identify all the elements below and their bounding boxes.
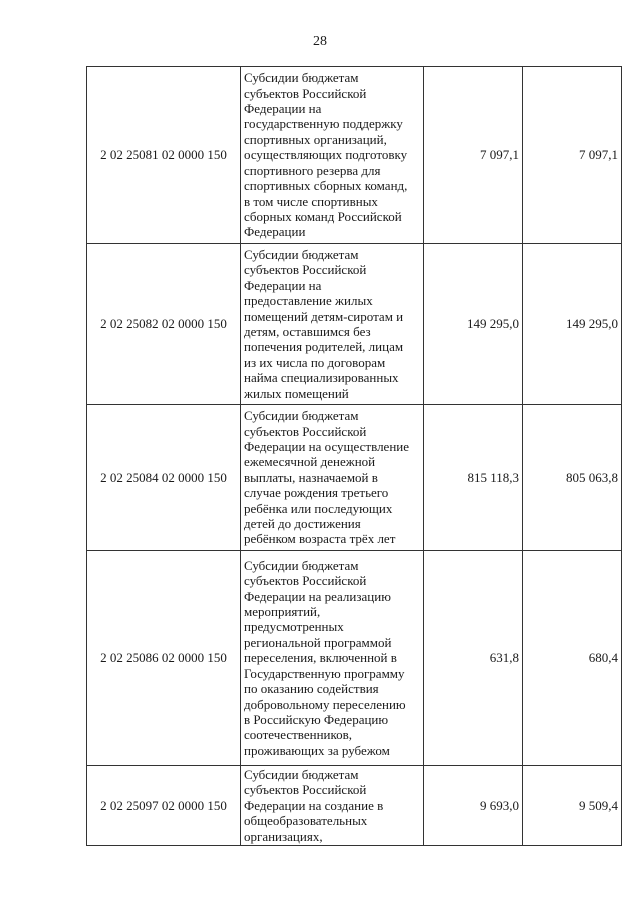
subsidy-name-line: в Российскую Федерацию	[244, 711, 389, 727]
amount-year1-cell: 7 097,1	[424, 67, 523, 244]
subsidy-name-line: детям, оставшимся без	[244, 324, 371, 339]
subsidy-name-line: Федерации на создание в	[244, 797, 384, 813]
amount-year1-cell: 149 295,0	[424, 244, 523, 405]
subsidy-name-line: субъектов Российской	[244, 573, 367, 589]
table-row	[87, 67, 622, 244]
subsidy-name-line: Федерации на	[244, 277, 322, 293]
subsidy-name-line: ежемесячной денежной	[244, 454, 376, 470]
subsidy-name-line: субъектов Российской	[244, 262, 367, 278]
subsidy-name-line: проживающих за рубежом	[244, 742, 390, 758]
subsidy-name-line: найма специализированных	[244, 370, 399, 386]
subsidy-name-line: ребёнком возраста трёх лет	[244, 531, 396, 547]
subsidy-name-line: спортивного резерва для	[244, 162, 381, 178]
subsidy-name-line: Субсидии бюджетам	[244, 408, 359, 424]
table-row	[87, 405, 622, 551]
subsidy-name-line: жилых помещений	[244, 385, 349, 401]
subsidy-name-line: предусмотренных	[244, 619, 344, 635]
subsidy-name-line: субъектов Российской	[244, 85, 367, 101]
subsidy-name-line: помещений детям-сиротам и	[244, 308, 404, 324]
subsidy-name-line: в том числе спортивных	[244, 193, 378, 209]
subsidy-name-line: попечения родителей, лицам	[244, 339, 404, 355]
subsidy-name-line: предоставление жилых	[244, 293, 373, 309]
budget-code-cell: 2 02 25086 02 0000 150	[87, 551, 241, 766]
subsidy-name-line: организациях,	[244, 828, 323, 844]
subsidy-name-line: добровольному переселению	[244, 696, 406, 712]
subsidy-name-line: Федерации на реализацию	[244, 588, 391, 604]
subsidy-name-line: детей до достижения	[244, 516, 361, 532]
amount-year1-cell: 631,8	[424, 551, 523, 766]
subsidy-name-cell	[241, 551, 424, 766]
amount-year1-cell: 9 693,0	[424, 766, 523, 846]
amount-year2-cell: 9 509,4	[523, 766, 622, 846]
budget-code-cell: 2 02 25084 02 0000 150	[87, 405, 241, 551]
subsidy-name-line: спортивных сборных команд,	[244, 178, 408, 194]
subsidy-name-line: общеобразовательных	[244, 813, 368, 829]
subsidy-name-line: случае рождения третьего	[244, 485, 389, 501]
subsidy-name-line: региональной программой	[244, 634, 392, 650]
budget-code-cell: 2 02 25081 02 0000 150	[87, 67, 241, 244]
subsidy-name-line: государственную поддержку	[244, 116, 403, 132]
subsidy-name-line: переселения, включенной в	[244, 650, 397, 666]
subsidy-name-line: субъектов Российской	[244, 782, 367, 798]
subsidy-name-line: сборных команд Российской	[244, 208, 402, 224]
amount-year2-cell: 7 097,1	[523, 67, 622, 244]
table-row	[87, 766, 622, 846]
subsidy-name-line: осуществляющих подготовку	[244, 147, 408, 163]
table-row	[87, 244, 622, 405]
subsidy-name-cell	[241, 244, 424, 405]
subsidy-name-line: ребёнка или последующих	[244, 500, 393, 516]
budget-code-cell: 2 02 25097 02 0000 150	[87, 766, 241, 846]
subsidy-name-line: соотечественников,	[244, 727, 353, 743]
amount-year2-cell: 149 295,0	[523, 244, 622, 405]
amount-year1-cell: 815 118,3	[424, 405, 523, 551]
subsidy-name-cell	[241, 67, 424, 244]
subsidy-name-line: из их числа по договорам	[244, 354, 386, 370]
subsidy-name-cell	[241, 766, 424, 846]
amount-year2-cell: 680,4	[523, 551, 622, 766]
subsidy-name-line: Субсидии бюджетам	[244, 70, 359, 86]
subsidy-name-line: Субсидии бюджетам	[244, 246, 359, 262]
amount-year2-cell: 805 063,8	[523, 405, 622, 551]
subsidy-name-line: выплаты, назначаемой в	[244, 469, 378, 485]
budget-table	[86, 66, 622, 846]
subsidy-name-line: Субсидии бюджетам	[244, 557, 359, 573]
subsidy-name-line: Федерации на осуществление	[244, 438, 410, 454]
subsidy-name-cell	[241, 405, 424, 551]
subsidy-name-line: субъектов Российской	[244, 423, 367, 439]
subsidy-name-line: спортивных организаций,	[244, 131, 387, 147]
subsidy-name-line: Федерации на	[244, 101, 322, 117]
budget-code-cell: 2 02 25082 02 0000 150	[87, 244, 241, 405]
subsidy-name-line: мероприятий,	[244, 604, 321, 620]
subsidy-name-line: Федерации	[244, 224, 306, 240]
subsidy-name-line: по оказанию содействия	[244, 681, 379, 697]
page-number: 28	[313, 34, 327, 49]
subsidy-name-line: Субсидии бюджетам	[244, 766, 359, 782]
table-row	[87, 551, 622, 766]
subsidy-name-line: Государственную программу	[244, 665, 405, 681]
